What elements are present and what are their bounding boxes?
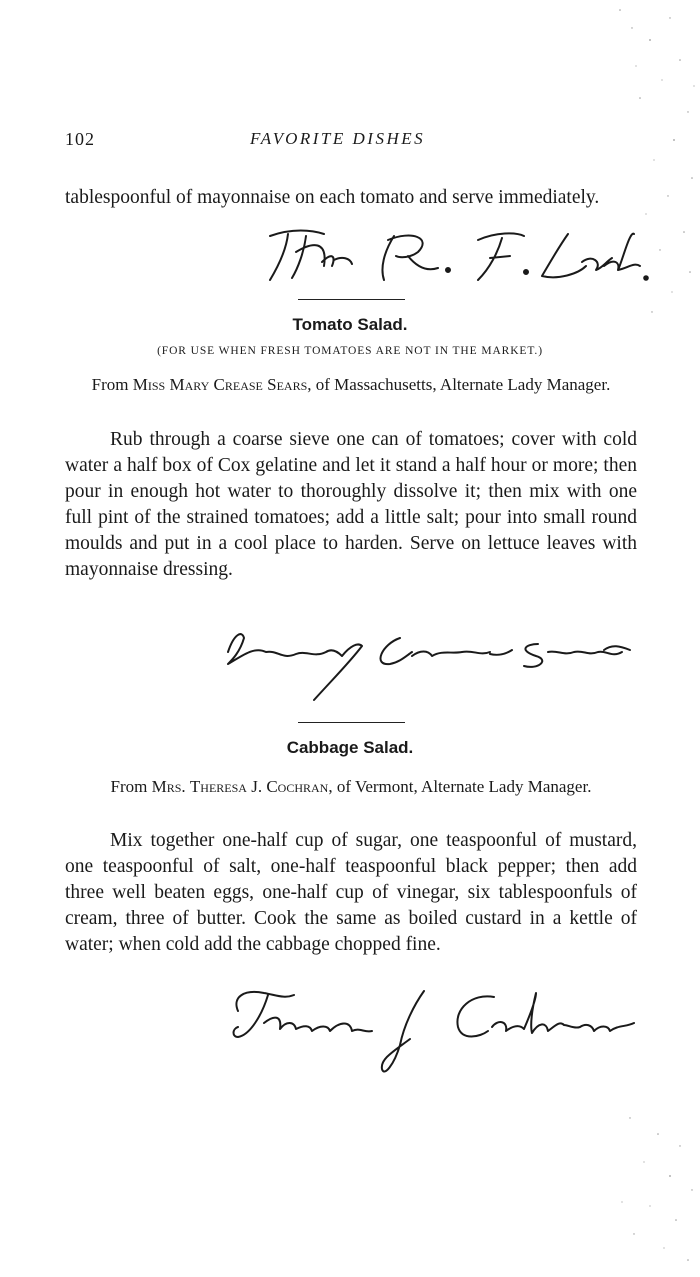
page-edge-speckle <box>610 0 700 330</box>
recipe-note-tomato-salad: (FOR USE WHEN FRESH TOMATOES ARE NOT IN THE MARKET.) <box>157 345 543 357</box>
signature-mary-crease-sears <box>222 616 642 708</box>
source-prefix: From <box>91 375 133 394</box>
page-edge-speckle <box>610 1110 700 1270</box>
source-suffix: , of Massachusetts, Alternate Lady Manager. <box>307 375 611 394</box>
recipe-title-cabbage-salad: Cabbage Salad. <box>286 738 414 757</box>
source-suffix: , of Vermont, Alternate Lady Manager. <box>328 777 592 796</box>
section-divider <box>298 722 405 723</box>
recipe-source-cabbage-salad <box>65 776 637 797</box>
source-name: Theresa J. Cochran <box>189 777 329 796</box>
recipe-source-tomato-salad <box>65 374 637 395</box>
source-prefix: From <box>110 777 152 796</box>
source-name: Mary Crease Sears <box>169 375 308 394</box>
page-number: 102 <box>65 129 95 149</box>
source-title: Miss <box>132 375 166 394</box>
section-divider <box>298 299 405 300</box>
recipe-body-cabbage-salad: Mix together one-half cup of sugar, one teaspoonful of mustard, one teaspoonful of salt, one-half teaspoonful black pepper; then add three well beaten eggs, one-half cup of vinegar, six tablespoonfuls of cream, three of butter. Cook the same as boiled custard in a kettle of water; when cold add the cabbage chopped fine. <box>65 830 637 955</box>
continuation-text: tablespoonful of mayonnaise on each tomato and serve immediately. <box>65 187 600 208</box>
signature-theresa-cochran <box>224 985 644 1081</box>
source-title: Mrs. <box>151 777 186 796</box>
running-head: FAVORITE DISHES <box>250 129 426 148</box>
signature-mrs-ladd <box>262 222 652 290</box>
recipe-title-tomato-salad: Tomato Salad. <box>292 315 408 334</box>
recipe-body-tomato-salad: Rub through a coarse sieve one can of tomatoes; cover with cold water a half box of Cox gelatine and let it stand a half hour or more; then pour in enough hot water to thoroughly dissolve it; then mix with one full pint of the strained tomatoes; add a little salt; pour into small round moulds and put in a cool place to harden. Serve on lettuce leaves with mayonnaise dressing. <box>65 429 637 580</box>
